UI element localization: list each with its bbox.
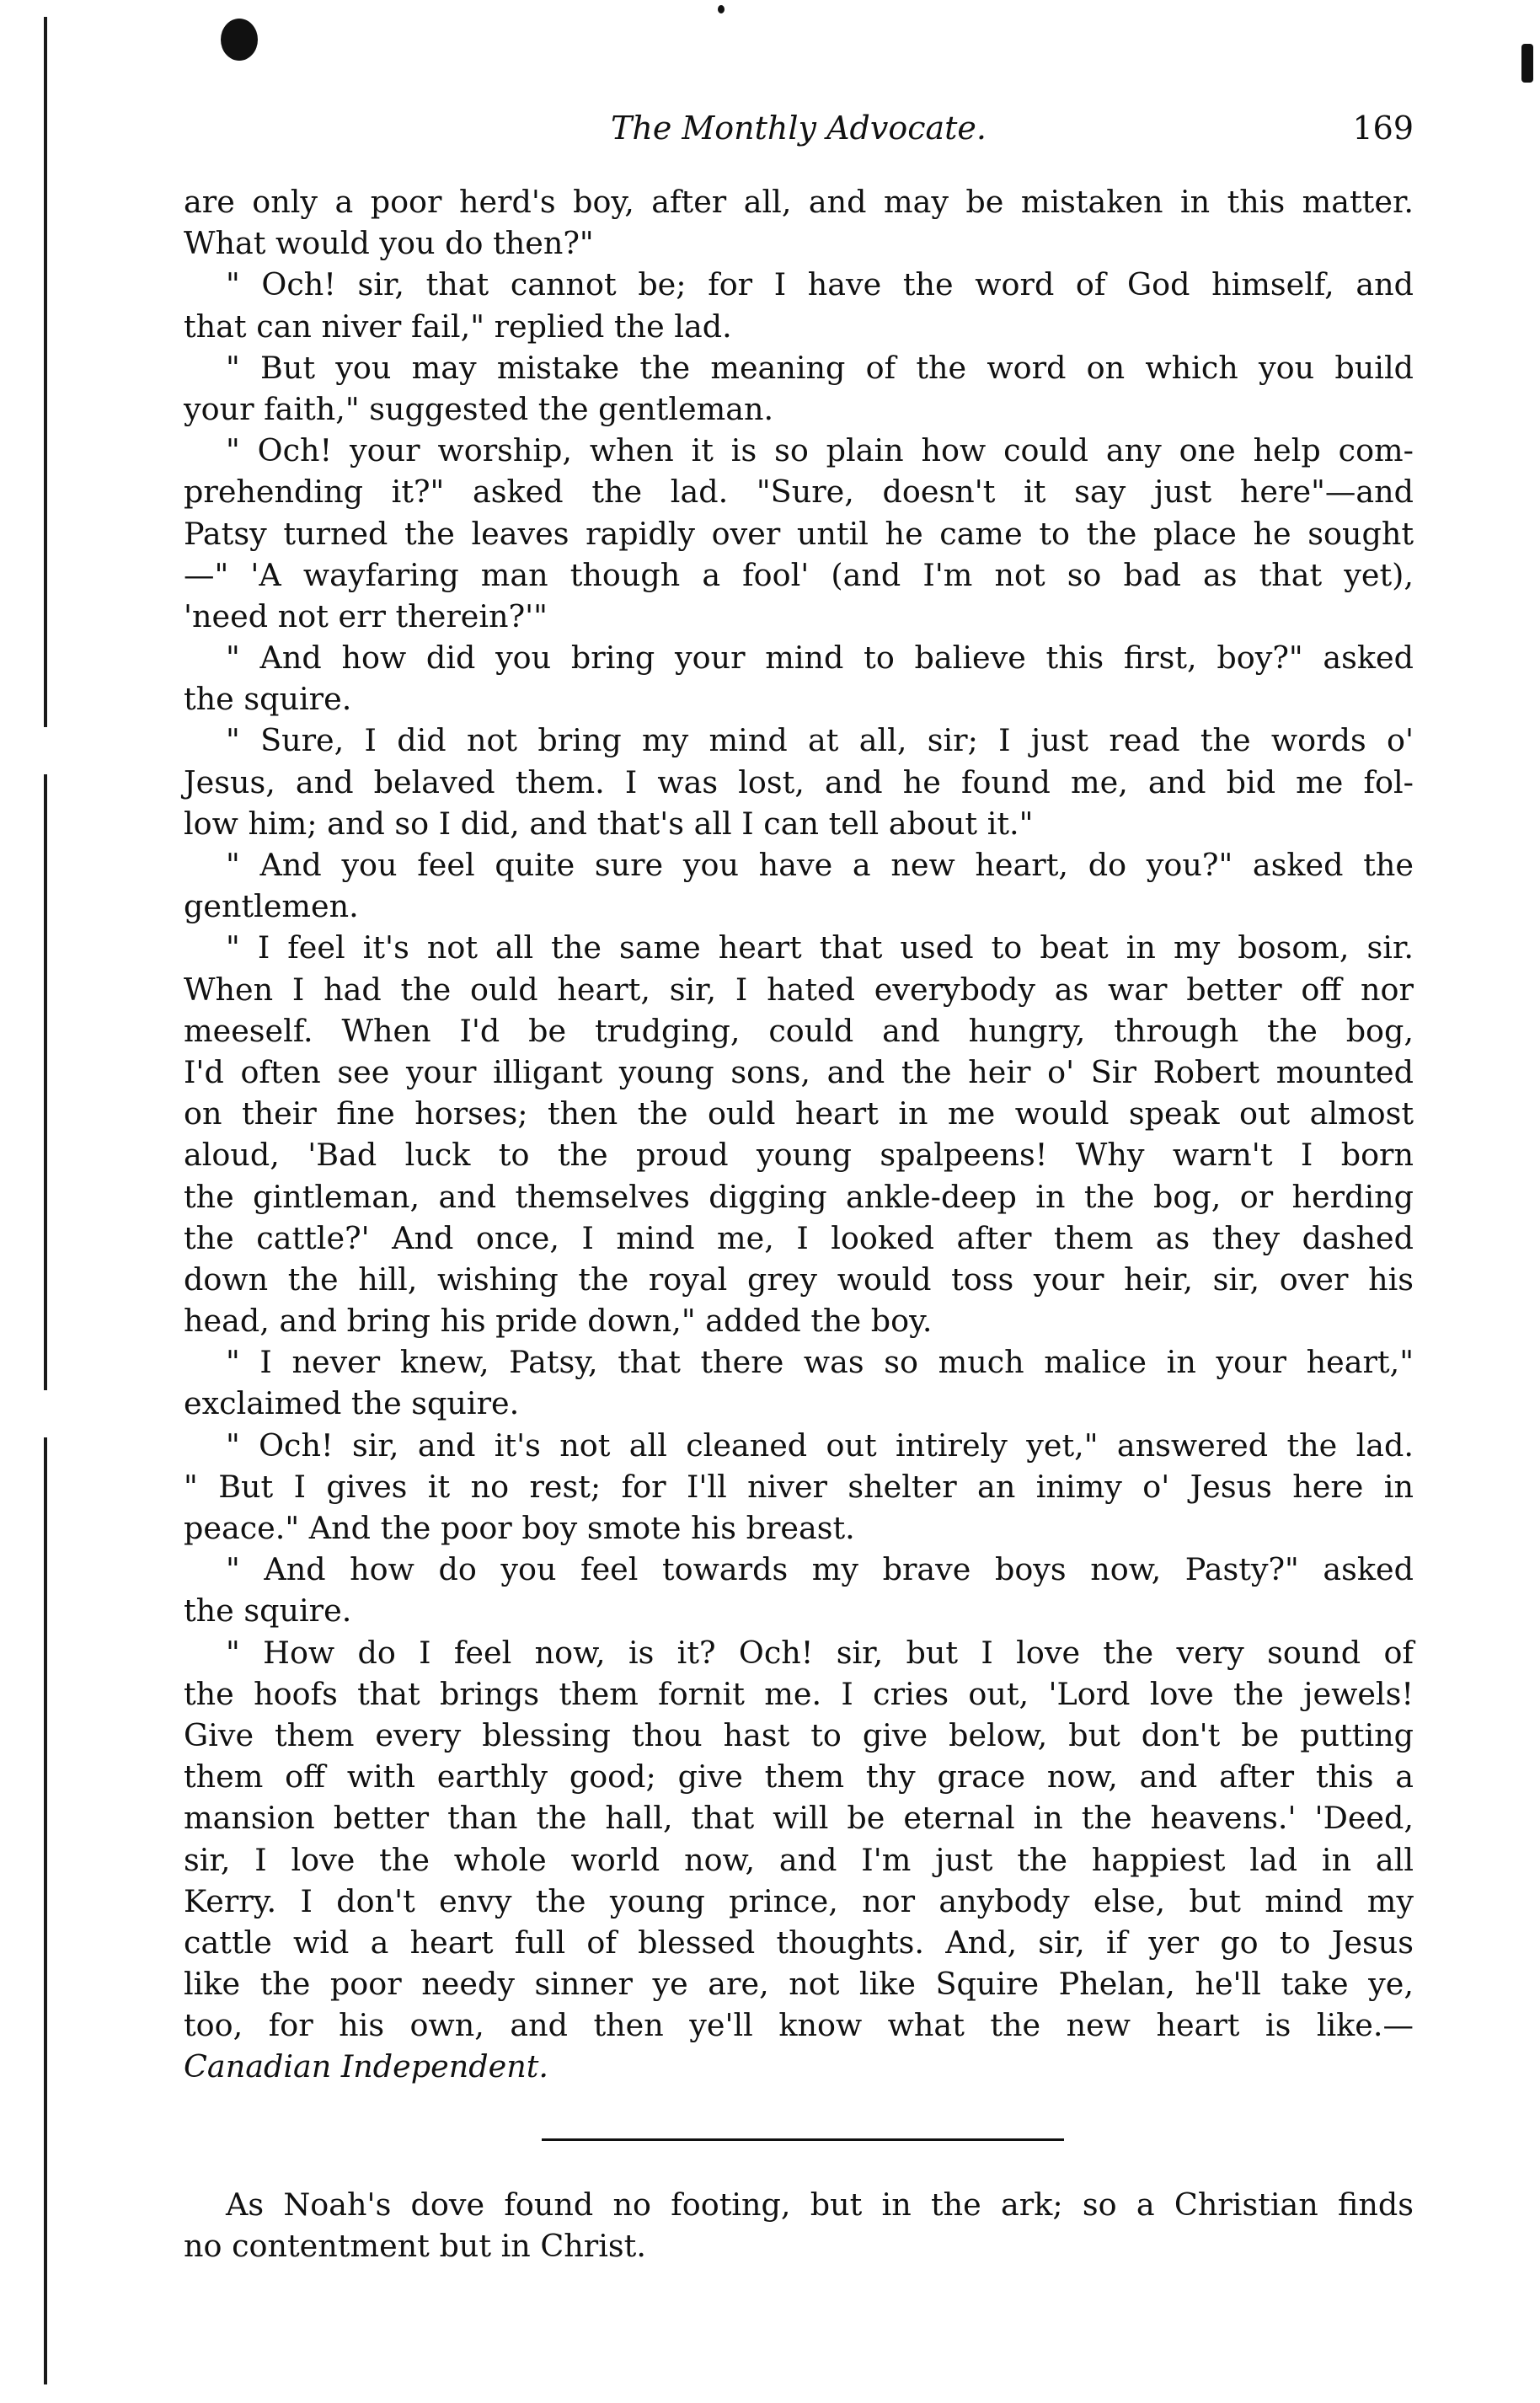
text-line: no contentment but in Christ. <box>184 2228 646 2265</box>
text-line: As Noah's dove found no footing, but in the ark; so a Christian finds <box>226 2186 1414 2223</box>
text-line: " Och! sir, that cannot be; for I have the word of God himself, and <box>226 266 1414 303</box>
text-line: Kerry. I don't envy the young prince, nor anybody else, but mind my <box>184 1882 1414 1919</box>
text-line: I'd often see your illigant young sons, and the heir o' Sir Robert mounted <box>184 1053 1414 1090</box>
ink-mark-right <box>1521 44 1533 83</box>
text-line: Give them every blessing thou hast to give below, but don't be putting <box>184 1716 1414 1753</box>
text-line: on their fine horses; then the ould heart in me would speak out almost <box>184 1095 1414 1132</box>
closing-quote <box>184 2184 1414 2267</box>
text-line: are only a poor herd's boy, after all, and may be mistaken in this matter. <box>184 184 1414 220</box>
text-line: like the poor needy sinner ye are, not like Squire Phelan, he'll take ye, <box>184 1966 1414 2003</box>
text-line: " How do I feel now, is it? Och! sir, but I love the very sound of <box>226 1634 1414 1671</box>
text-line: the squire. <box>184 1592 352 1630</box>
text-line: aloud, 'Bad luck to the proud young spalpeens! Why warn't I born <box>184 1137 1414 1174</box>
text-line: " And you feel quite sure you have a new heart, do you?" asked the <box>226 847 1414 883</box>
text-line: " I feel it's not all the same heart that used to beat in my bosom, sir. <box>226 929 1414 966</box>
text-line: Jesus, and belaved them. I was lost, and he found me, and bid me fol- <box>184 763 1414 800</box>
text-line: your faith," suggested the gentleman. <box>184 390 774 427</box>
text-line: exclaimed the squire. <box>184 1385 520 1422</box>
text-line: the squire. <box>184 681 352 718</box>
text-line: that can niver fail," replied the lad. <box>184 308 732 345</box>
text-line: head, and bring his pride down," added the boy. <box>184 1303 933 1340</box>
text-line: " But I gives it no rest; for I'll niver shelter an inimy o' Jesus here in <box>184 1468 1414 1505</box>
text-line: " And how did you bring your mind to balieve this first, boy?" asked <box>226 640 1414 677</box>
article-body <box>184 181 1414 2088</box>
text-line: meeself. When I'd be trudging, could and hungry, through the bog, <box>184 1012 1414 1049</box>
margin-binding-line <box>44 17 47 2384</box>
text-line: —" 'A wayfaring man though a fool' (and I'm not so bad as that yet), <box>184 556 1414 593</box>
text-line: the cattle?' And once, I mind me, I looked after them as they dashed <box>184 1219 1414 1256</box>
text-line: the hoofs that brings them fornit me. I cries out, 'Lord love the jewels! <box>184 1675 1414 1712</box>
text-line: Patsy turned the leaves rapidly over until he came to the place he sought <box>184 515 1414 552</box>
text-line: low him; and so I did, and that's all I can tell about it." <box>184 805 1034 842</box>
text-line: " I never knew, Patsy, that there was so much malice in your heart," <box>226 1344 1414 1381</box>
text-line: " And how do you feel towards my brave boys now, Pasty?" asked <box>226 1551 1414 1588</box>
text-line: mansion better than the hall, that will be eternal in the heavens.' 'Deed, <box>184 1800 1414 1837</box>
text-line: down the hill, wishing the royal grey would toss your heir, sir, over his <box>184 1260 1414 1298</box>
text-line: them off with earthly good; give them thy grace now, and after this a <box>184 1758 1414 1796</box>
page-number: 169 <box>1352 110 1414 147</box>
ink-blot <box>221 19 258 61</box>
text-line: sir, I love the whole world now, and I'm just the happiest lad in all <box>184 1841 1414 1878</box>
text-line: peace." And the poor boy smote his breast. <box>184 1510 855 1546</box>
text-line: prehending it?" asked the lad. "Sure, doesn't it say just here"—and <box>184 474 1414 511</box>
running-title: The Monthly Advocate. <box>611 110 987 147</box>
text-line: " Och! your worship, when it is so plain how could any one help com- <box>226 432 1414 469</box>
section-divider <box>542 2138 1064 2141</box>
text-line: cattle wid a heart full of blessed thoughts. And, sir, if yer go to Jesus <box>184 1924 1414 1961</box>
attribution-line: Canadian Independent. <box>184 2048 548 2085</box>
text-line: 'need not err therein?'" <box>184 597 548 634</box>
text-line: What would you do then?" <box>184 225 594 262</box>
ink-dot <box>718 5 725 13</box>
text-line: " Och! sir, and it's not all cleaned out intirely yet," answered the lad. <box>226 1426 1414 1464</box>
text-line: too, for his own, and then ye'll know what the new heart is like.— <box>184 2007 1414 2044</box>
text-line: " But you may mistake the meaning of the word on which you build <box>226 349 1414 386</box>
text-line: " Sure, I did not bring my mind at all, sir; I just read the words o' <box>226 722 1414 759</box>
page-header <box>184 110 1414 160</box>
text-line: gentlemen. <box>184 888 359 925</box>
text-line: the gintleman, and themselves digging ankle-deep in the bog, or herding <box>184 1178 1414 1215</box>
text-line: When I had the ould heart, sir, I hated everybody as war better off nor <box>184 971 1414 1008</box>
